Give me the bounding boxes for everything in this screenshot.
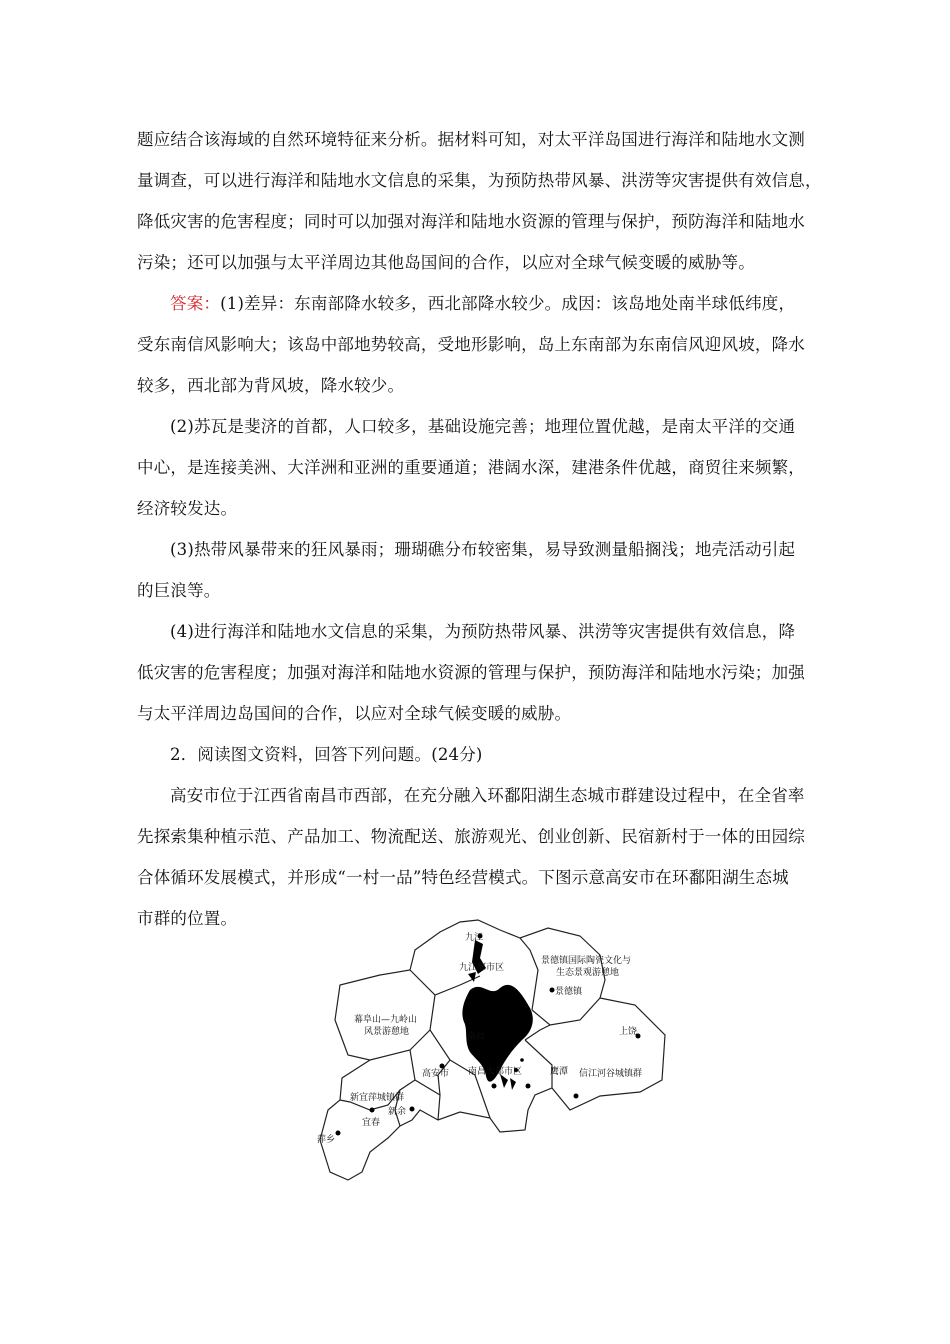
material-line: 先探索集种植示范、产品加工、物流配送、旅游观光、创业创新、民宿新村于一体的田园综 <box>137 827 805 846</box>
paragraph-line: 题应结合该海域的自然环境特征来分析。据材料可知，对太平洋岛国进行海洋和陆地水文测 <box>137 130 805 149</box>
answer-text: (1)差异：东南部降水较多，西北部降水较少。成因：该岛地处南半球低纬度， <box>220 294 796 313</box>
map-label-pingxiang: 萍乡 <box>317 1135 336 1145</box>
map-label-xinyu: 新余 <box>388 1107 407 1117</box>
map-labels <box>317 931 642 1145</box>
answer-line: 低灾害的危害程度；加强对海洋和陆地水资源的管理与保护，预防海洋和陆地水污染；加强 <box>137 663 805 682</box>
material-line: 市群的位置。 <box>137 909 238 928</box>
paragraph-line: 量调查，可以进行海洋和陆地水文信息的采集，为预防热带风暴、洪涝等灾害提供有效信息， <box>137 171 822 190</box>
map-label-gaoan: 高安市 <box>422 1069 450 1079</box>
map-label-nanchang: 南昌 <box>467 1032 486 1042</box>
map-label-jiujiang: 九江 <box>465 933 484 943</box>
material-line: 高安市位于江西省南昌市西部，在充分融入环鄱阳湖生态城市群建设过程中，在全省率 <box>170 786 805 805</box>
answer-line <box>170 290 795 314</box>
map-label-jingdezhen-zone-2: 生态景观游憩地 <box>556 968 620 978</box>
map-label-xinjiang: 信江河谷城镇群 <box>579 1069 643 1079</box>
map-label-jiujiang-metro: 九江都市区 <box>459 963 505 973</box>
answer-line: (4)进行海洋和陆地水文信息的采集，为预防热带风暴、洪涝等灾害提供有效信息，降 <box>170 622 796 641</box>
answer-line: 较多，西北部为背风坡，降水较少。 <box>137 376 405 395</box>
answer-label: 答案： <box>170 294 221 313</box>
map-label-jingdezhen-zone-1: 景德镇国际陶瓷文化与 <box>541 956 632 966</box>
question-heading: 2．阅读图文资料，回答下列问题。(24分) <box>170 745 483 764</box>
answer-line: 与太平洋周边岛国间的合作，以应对全球气候变暖的威胁。 <box>137 704 572 723</box>
paragraph-line: 污染；还可以加强与太平洋周边其他岛国间的合作，以应对全球气候变暖的威胁等。 <box>137 253 755 272</box>
answer-line: (3)热带风暴带来的狂风暴雨；珊瑚礁分布较密集，易导致测量船搁浅；地壳活动引起 <box>170 540 796 559</box>
answer-line: 经济较发达。 <box>137 499 238 518</box>
map-label-jingdezhen: 景德镇 <box>555 987 583 997</box>
map-label-xinyiping: 新宜萍城镇群 <box>350 1093 405 1103</box>
region-map <box>300 910 680 1190</box>
map-label-yichun: 宜春 <box>362 1118 381 1128</box>
material-line: 合体循环发展模式，并形成“一村一品”特色经营模式。下图示意高安市在环鄱阳湖生态城 <box>137 868 789 887</box>
map-label-yingtan: 鹰潭 <box>550 1067 569 1077</box>
answer-line: 中心，是连接美洲、大洋洲和亚洲的重要通道；港阔水深，建港条件优越，商贸往来频繁， <box>137 458 805 477</box>
map-label-nanchang-metro: 南昌大都市区 <box>468 1067 523 1077</box>
map-label-mufu-2: 风景游憩地 <box>364 1027 410 1037</box>
paragraph-line: 降低灾害的危害程度；同时可以加强对海洋和陆地水资源的管理与保护，预防海洋和陆地水 <box>137 212 805 231</box>
map-label-shangrao: 上饶 <box>619 1027 638 1037</box>
map-label-mufu-1: 幕阜山—九岭山 <box>354 1015 418 1025</box>
answer-line: 的巨浪等。 <box>137 581 221 600</box>
answer-line: (2)苏瓦是斐济的首都，人口较多，基础设施完善；地理位置优越，是南太平洋的交通 <box>170 417 796 436</box>
answer-line: 受东南信风影响大；该岛中部地势较高，受地形影响，岛上东南部为东南信风迎风坡，降水 <box>137 335 805 354</box>
